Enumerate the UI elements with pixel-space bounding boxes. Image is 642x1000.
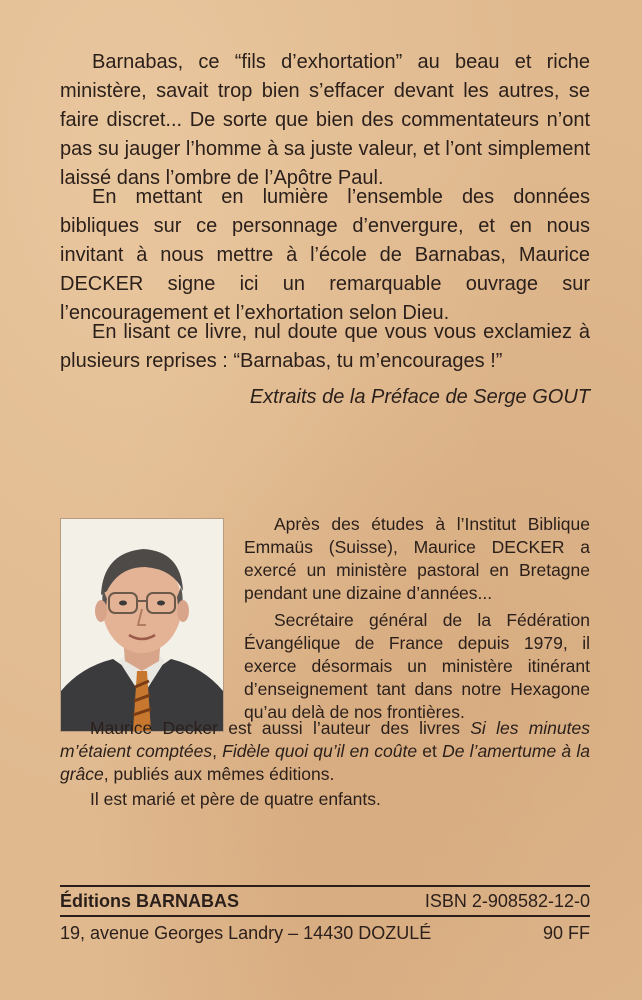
author-photo bbox=[60, 518, 224, 732]
bio-text-end: , publiés aux mêmes éditions. bbox=[103, 764, 335, 784]
bio-text-start: Maurice Decker est aussi l’auteur des livres bbox=[90, 718, 471, 738]
bio-separator-2: et bbox=[417, 741, 443, 761]
footer-top-rule bbox=[60, 885, 590, 887]
book-title-2: Fidèle quoi qu’il en coûte bbox=[222, 741, 418, 761]
book-title-1: Si les minutes m’étaient comptées bbox=[60, 718, 590, 761]
book-price: 90 FF bbox=[542, 923, 590, 943]
preface-paragraph-2: En mettant en lumière l’ensemble des données bibliques sur ce personnage d’envergure, et en nous invitant à nous mettre à l’école de Barnabas, Maurice DECKER signe ici un remarquable ouvrage sur l’encouragement et l’exhortation selon Dieu. bbox=[60, 186, 590, 324]
footer-middle-rule bbox=[60, 915, 590, 917]
book-title-3: De l’amertume à la grâce bbox=[60, 741, 590, 784]
preface-paragraph-3: En lisant ce livre, nul doute que vous vous exclamiez à plusieurs reprises : “Barnabas, tu m’encourages !” bbox=[60, 321, 590, 372]
author-bio-paragraph-1: Après des études à l’Institut Biblique Emmaüs (Suisse), Maurice DECKER a exercé un ministère pastoral en Bretagne pendant une dizaine d’années... bbox=[244, 514, 590, 603]
publisher-address: 19, avenue Georges Landry – 14430 DOZULÉ bbox=[60, 923, 432, 943]
author-portrait-illustration bbox=[61, 519, 223, 731]
bio-separator-1: , bbox=[212, 741, 223, 761]
author-bio-paragraph-2: Secrétaire général de la Fédération Évangélique de France depuis 1979, il exerce désormais un ministère itinérant d’enseignement tant dans notre Hexagone qu’au delà de nos frontières. bbox=[244, 610, 590, 722]
publisher-name: Éditions BARNABAS bbox=[60, 891, 239, 911]
author-bio-paragraph-4: Il est marié et père de quatre enfants. bbox=[90, 789, 381, 809]
preface-attribution: Extraits de la Préface de Serge GOUT bbox=[249, 386, 590, 408]
isbn-number: ISBN 2-908582-12-0 bbox=[424, 891, 590, 911]
preface-paragraph-1: Barnabas, ce “fils d’exhortation” au beau et riche ministère, savait trop bien s’effacer devant les autres, se faire discret... De sorte que bien des commentateurs n’ont pas su jauger l’homme à sa juste valeur, et l’ont simplement laissé dans l’ombre de l’Apôtre Paul. bbox=[60, 51, 590, 189]
author-bio-paragraph-3 bbox=[60, 717, 590, 786]
